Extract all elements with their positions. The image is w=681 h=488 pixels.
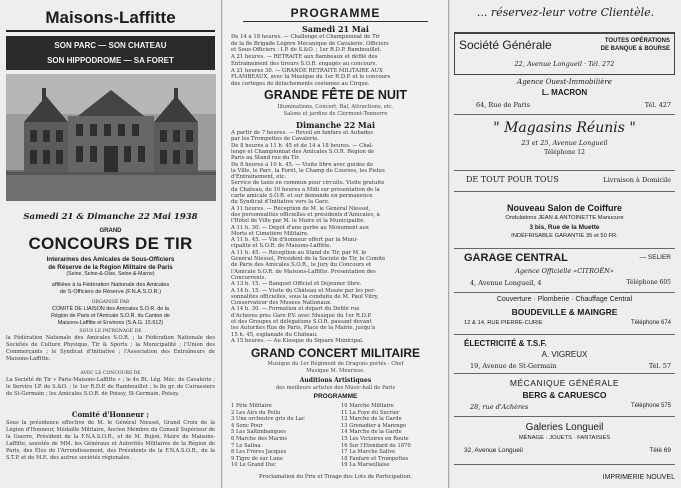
- ad-agence-immobiliere: [454, 76, 675, 115]
- band-line-2: SON HIPPODROME — SA FORET: [47, 56, 174, 65]
- concert-details: [223, 361, 448, 375]
- concert-programme-item: 12 Marche de la Garde: [341, 416, 402, 423]
- elec-address: 19, Avenue de St-Germain: [470, 362, 557, 370]
- concert-programme-item: 9 Tigre de sur Lune: [231, 455, 283, 462]
- panel-left-title: Maisons-Laffitte: [6, 6, 215, 32]
- affiliation-block: [0, 282, 221, 296]
- comite-line-2: Région de Paris et l'Amicale S.O.R. du Canton de: [51, 312, 170, 319]
- patronage-text: la Fédération Nationale des Amicales S.O.R. ; la Fédération Nationale des Sociétés de Culture Physique, Tir & Sports ; la Municipalité ; l'Union des Commerçants ; le Syndicat d'Initiative ; l'Association des Entraîneurs de Maisons-Laffitte.: [6, 335, 215, 362]
- saturday-line: Entraînement des tireurs S.O.R. engagés au concours.: [231, 60, 378, 67]
- panel-right: [450, 0, 681, 488]
- tout-pour-tous: DE TOUT POUR TOUS: [466, 175, 559, 184]
- garage-title: GARAGE CENTRAL: [464, 252, 568, 264]
- sunday-line: la Ville, le Parc, la Forêt, le Champ de Courses, les Pistes: [231, 167, 385, 174]
- concert-programme-item: 15 Les Victoires en Route: [341, 435, 409, 442]
- grand-label: GRAND: [99, 228, 122, 234]
- honneur-text: Sous la présidence effective de M. le Général Niessel, Grand Croix de la Légion d'Honneur, Médaille Militaire, Ancien Membre du Conseil Supérieur de la Guerre, Président de la F.N.A.S.O.R., et de M. Bujon, Maire de Maisons-Laffitte, assistés de MM. les Généraux et Autorités Militaires de la Région de Paris, des Élus de l'Arrondissement, des Présidents de la F.N.A.S.O.R., de la S.T.P. et de M.E. des autres sociétés régionales.: [6, 420, 215, 461]
- sunday-line: et des Groupes et délégations S.O.R. passant devant: [231, 319, 372, 325]
- chateau-photo: [6, 74, 216, 201]
- chateau-illustration: [6, 74, 216, 201]
- ad-societe-generale: [454, 32, 675, 75]
- comite-block: [0, 306, 221, 326]
- sg-name: Société Générale: [459, 38, 552, 52]
- sunday-line: De 8 heures à 11 h. 45 et de 14 à 18 heures. — Chal-: [231, 142, 374, 149]
- sunday-line: d'Achères près Gare P.V. avec Musique du 1er R.D.P.: [231, 312, 372, 319]
- sg-ops-line-2: DE BANQUE & BOURSE: [600, 46, 670, 52]
- auditions-line: des meilleurs artistes des Music-hall de Paris: [275, 385, 396, 391]
- sunday-line: A 14 h. 30. — Formation et départ du Défilé rue: [231, 306, 360, 313]
- garage-address: 4, Avenue Longueil, 4: [470, 279, 542, 287]
- concert-programme-left: [231, 403, 336, 469]
- panel-left: [0, 0, 222, 488]
- sunday-line: du Château, de 10 heures à Midi sur présentation de la: [231, 186, 380, 193]
- elec-title: ÉLECTRICITÉ & T.S.F.: [464, 339, 547, 348]
- coiffure-guarantee: INDÉFRISABLE GARANTIE 35 et 50 FR.: [511, 233, 618, 239]
- sunday-line: A 11 h. 45. — Réception au Stand de Tir, par M. le: [231, 249, 367, 256]
- sunday-line: de Paris des Amicales S.O.R., le Jury du Concours et: [231, 262, 372, 269]
- concours-label: AVEC LE CONCOURS DE: [80, 371, 141, 376]
- sunday-line: l'Hôtel de Ville par M. le Maire et la Municipalité.: [231, 218, 366, 225]
- saturday-line: A 21 heures. — RETRAITE aux flambeaux et défilé des: [231, 54, 378, 61]
- concours-text: La Société de Tir « Paris-Maisons-Laffitte » ; le 4e Bt. Lég. Méc. de Cavalerie ; le Service I.P. de S.&O. ; le 1er R.D.P. de Rambouillet ; le 8e gr. de Cuirassiers de St-Germain ; les Amicales S.O.R. de Poissy, St-Germain, Poissy.: [6, 377, 215, 397]
- sunday-line: sonnalités officielles, sous la conduite de M. Paul Vitry,: [231, 293, 379, 300]
- magasins-tel: Téléphone 12: [544, 149, 585, 156]
- concert-programme-item: 14 Marche de la Garde: [341, 429, 402, 436]
- agence-title: Agence Ouest-Immobilière: [517, 78, 612, 86]
- ad-tout-pour-tous: [454, 171, 675, 192]
- band-line-1: SON PARC — SON CHATEAU: [54, 41, 167, 50]
- sunday-line: Conservateur des Musées Nationaux.: [231, 300, 332, 307]
- concert-programme-item: 7 Le Salina: [231, 442, 261, 449]
- galeries-sub: MÉNAGE · JOUETS · FANTAISIES: [518, 435, 611, 441]
- concours-title: CONCOURS DE TIR: [28, 234, 193, 253]
- affiliation-line-1: affiliées à la Fédération Nationale des Amicales: [51, 282, 170, 288]
- sunday-line: par les Trompettes de Cavalerie.: [231, 136, 320, 143]
- sunday-line: A partir de 7 heures. — Réveil en fanfare et Aubades: [231, 130, 374, 136]
- interarmes-line-1: Interarmes des Amicales de Sous-Officiers: [46, 256, 175, 263]
- sunday-line: Service de taxis en commun pour circuits. Visite gratuite: [231, 180, 385, 187]
- boudeville-address: 12 & 14, RUE PIERRE-CURIE: [464, 320, 543, 326]
- garage-sellier: — SELIER: [639, 254, 671, 261]
- sunday-line: Morts et Cimetière Militaire.: [231, 230, 309, 237]
- coiffure-names: Ondulations JEAN & ANTOINETTE Manucure: [505, 215, 624, 221]
- sunday-line: De 8 heures à 10 h. 45. — Visite libre avec guides de: [231, 161, 374, 168]
- town-features-band: [6, 36, 215, 70]
- concert-programme-item: 11 La Foye du Sucrier: [341, 409, 400, 416]
- concert-programme-item: 3 Une orchestre gris du Lac: [231, 416, 305, 423]
- concert-programme-item: 1 Fête Militaire: [231, 403, 272, 409]
- concert-programme-item: 8 Les Frères Jacques: [231, 449, 287, 456]
- meca-title: MÉCANIQUE GÉNÉRALE: [509, 378, 620, 388]
- sunday-line: A 15 heures. — Au Kiosque du Square Municipal.: [231, 337, 364, 344]
- concert-line-1: Musique du 1er Régiment de Dragons portés · Chef: [267, 361, 404, 367]
- sunday-line: cipalité et S.O.R. de Maisons-Laffitte.: [231, 243, 332, 250]
- honneur-title: Comité d'Honneur ;: [71, 410, 150, 419]
- concert-line-2: Musique M. Meurisse.: [306, 367, 365, 374]
- programme-title: PROGRAMME: [243, 6, 428, 22]
- organise-label: ORGANISÉ PAR: [91, 300, 130, 305]
- concert-programme-item: 13 Grenadier à Marengo: [341, 422, 407, 429]
- sunday-line: Général Niessel, Président de la Société de Tir, le Comité: [231, 256, 386, 262]
- concert-programme-right: [341, 403, 445, 469]
- imprimerie-label: IMPRIMERIE NOUVEL: [602, 474, 675, 481]
- elec-tel: Tél. 57: [648, 362, 671, 370]
- sunday-line: A 11 h. 45. — Vin d'honneur offert par la Muni-: [231, 237, 358, 244]
- agence-address: 64, Rue de Paris: [476, 101, 530, 109]
- saturday-line: A 21 heures 30. — GRANDE RETRAITE MILITAIRE AUX: [231, 67, 383, 74]
- concert-programme-item: 4 Sonc Pour: [231, 422, 263, 429]
- sunday-line: Concurrents.: [231, 274, 267, 281]
- fete-line-2: Salons et jardins de Clermont-Tonnerre: [283, 110, 388, 117]
- meca-address: 28, rue d'Achères: [470, 403, 529, 411]
- concert-programme-item: 10 Le Grand Duc: [231, 462, 276, 469]
- clientele-heading: ... réservez-leur votre Clientèle.: [476, 6, 655, 19]
- concert-programme-item: 5 Les Saltimbanques: [231, 429, 286, 436]
- sunday-line: A 11 heures. — Réception de M. le Général Niessel,: [231, 205, 371, 212]
- affiliation-line-2: de S-Officiers de Réserve (F.N.A.S.O.R.): [59, 289, 162, 295]
- saturday-line: FLAMBEAUX, avec la Musique du 1er R.D.P. et le concours: [231, 74, 391, 81]
- sunday-line: A 11 h. 30. — Dépôt d'une gerbe au Monument aux: [231, 224, 369, 231]
- sunday-line: les Autorités Rue de Paris, Place de la Mairie, jusqu'à: [231, 325, 376, 332]
- meca-tel: Téléphone 575: [630, 403, 671, 409]
- agence-name: L. MACRON: [541, 88, 588, 97]
- couverture-line: Couverture · Plomberie · Chauffage Central: [496, 296, 633, 303]
- comite-line-1: COMITÉ DE LIAISON des Amicales S.O.R. de la: [52, 306, 169, 312]
- sg-ops-line-1: TOUTES OPÉRATIONS: [604, 38, 670, 44]
- concert-programme-item: 18 Fanfare et Trompettes: [341, 455, 409, 462]
- panel-middle: [223, 0, 449, 488]
- magasins-address: 23 et 25, Avenue Longueil: [521, 139, 608, 147]
- agence-tel: Tél. 427: [644, 101, 671, 109]
- galeries-tel: Télé 69: [649, 447, 671, 454]
- auditions-title: Auditions Artistiques: [299, 377, 372, 384]
- programme-footer: Proclamation du Prix et Tirage des Lots de Participation.: [259, 474, 412, 480]
- sunday-line: du Syndicat d'Initiative vers la Gare.: [231, 199, 330, 206]
- sunday-line: 15 h. 45, esplanade du Château.: [231, 331, 318, 338]
- interarmes-line-2: de Réserve de la Région Militaire de Paris: [48, 263, 173, 271]
- concert-programme-item: 17 La Marche Salive: [341, 449, 396, 456]
- concert-programme-item: 19 La Marseillaise: [341, 462, 390, 469]
- garage-tel: Téléphone 605: [626, 279, 671, 286]
- saturday-date: Samedi 21 Mai: [302, 24, 369, 34]
- patronage-label: SOUS LE PATRONAGE DE: [79, 329, 142, 334]
- magasins-name: " Magasins Réunis ": [493, 120, 636, 136]
- ad-electricite: [454, 337, 675, 374]
- fete-title: GRANDE FÊTE DE NUIT: [263, 88, 408, 102]
- sunday-line: A 13 h. 15. — Banquet Officiel et Déjeuner libre.: [231, 281, 362, 288]
- concert-programme-item: 2 Les Airs du Poilu: [231, 409, 281, 416]
- saturday-line: de la 8e Brigade Légère Mécanique de Cavalerie. Officiers: [231, 40, 389, 47]
- event-date: Samedi 21 & Dimanche 22 Mai 1938: [23, 212, 198, 222]
- saturday-line: des cortèges de détachements costumés au Cirque.: [231, 80, 370, 87]
- concert-programme-label: PROGRAMME: [313, 393, 358, 400]
- ad-boudeville: [454, 294, 675, 335]
- sg-operations: [601, 37, 670, 53]
- concert-programme-item: 16 Sur l'Étendard de 1870: [341, 442, 411, 449]
- comite-line-3: Maisons-Laffitte et Environs (S.A.G. 15.612): [57, 319, 164, 326]
- ad-mecanique: [454, 376, 675, 417]
- sg-address: 22, Avenue Longueil · Tél. 272: [514, 60, 615, 68]
- coiffure-title: Nouveau Salon de Coiffure: [506, 203, 622, 213]
- sunday-line: d'Entraînement, etc.: [231, 174, 287, 181]
- garage-agence: Agence Officielle «CITROËN»: [515, 267, 614, 275]
- concert-programme-item: 10 Marche Militaire: [341, 403, 394, 409]
- galeries-address: 32, Avenue Longueil: [464, 447, 523, 454]
- sunday-line: carte amicale S.O.R. et sur demande en permanence: [231, 193, 373, 199]
- ad-garage-central: [454, 250, 675, 293]
- ad-magasins-reunis: [454, 118, 675, 171]
- meca-name: BERG & CARUESCO: [522, 390, 607, 400]
- boudeville-name: BOUDEVILLE & MAINGRE: [511, 307, 618, 317]
- boudeville-tel: Téléphone 674: [630, 320, 671, 326]
- sunday-line: Paris au Stand rue du Tir.: [231, 155, 300, 162]
- livraison: Livraison à Domicile: [603, 176, 671, 184]
- coiffure-address: 3 bis, Rue de la Muette: [529, 224, 600, 231]
- sunday-line: lenge et Championnat des Amicales S.O.R. Région de: [231, 148, 375, 155]
- interarmes-line-3: (Seine, Seine-&-Oise, Seine-&-Marne): [66, 271, 155, 277]
- saturday-line: et Sous-Officiers : I.P. de S.&O. ; 1er R.D.P. Rambouillet.: [231, 47, 382, 54]
- sunday-line: A 14 h. 15. — Visite du Château et Musée par les per-: [231, 287, 376, 294]
- interarmes-block: [0, 256, 221, 279]
- sunday-date: Dimanche 22 Mai: [296, 120, 375, 130]
- sunday-line: l'Amicale S.O.R. de Maisons-Laffitte. Présentation des: [231, 268, 376, 275]
- ad-salon-coiffure: [454, 202, 675, 249]
- elec-name: A. VIGREUX: [541, 350, 588, 359]
- concert-title: GRAND CONCERT MILITAIRE: [250, 346, 421, 360]
- ad-galeries-longueil: [454, 420, 675, 465]
- fete-line-1: Illuminations, Concert, Bal, Attractions, etc.: [277, 104, 394, 110]
- concert-programme-item: 6 Marche des Marins: [231, 435, 288, 442]
- saturday-line: De 14 à 18 heures. — Challenge et Championnat de Tir: [231, 34, 380, 40]
- sunday-line: des personnalités officielles et présidents d'Amicales, à: [231, 211, 380, 218]
- fete-details: [223, 104, 448, 118]
- galeries-name: Galeries Longueil: [525, 422, 604, 433]
